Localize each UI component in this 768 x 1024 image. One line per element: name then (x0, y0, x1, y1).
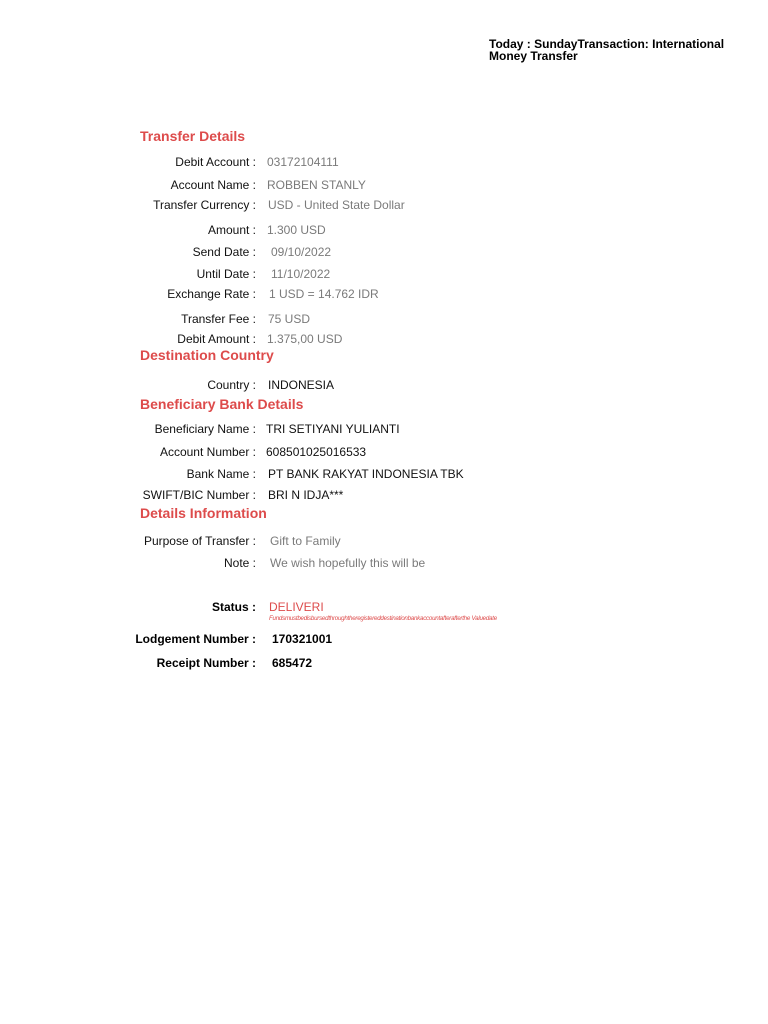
amount-value: 1.300 USD (267, 223, 326, 237)
transfer-fee-label: Transfer Fee : (181, 312, 256, 326)
receipt-number-label: Receipt Number : (156, 656, 256, 670)
header-line-1: Today : SundayTransaction: International (489, 37, 725, 51)
swift-label: SWIFT/BIC Number : (142, 488, 256, 502)
purpose-value: Gift to Family (270, 534, 341, 548)
account-name-label: Account Name : (170, 178, 256, 192)
amount-label: Amount : (207, 223, 256, 237)
bank-name-value: PT BANK RAKYAT INDONESIA TBK (268, 467, 464, 481)
lodgement-number-value: 170321001 (272, 632, 333, 646)
country-label: Country : (207, 378, 256, 392)
send-date-value: 09/10/2022 (271, 245, 332, 259)
beneficiary-name-label: Beneficiary Name : (154, 422, 256, 436)
transfer-fee-value: 75 USD (268, 312, 311, 326)
send-date-label: Send Date : (192, 245, 256, 259)
transfer-currency-label: Transfer Currency : (153, 198, 256, 212)
details-information-heading: Details Information (140, 505, 267, 521)
destination-country-heading: Destination Country (140, 347, 274, 363)
account-number-label: Account Number : (159, 445, 256, 459)
debit-amount-label: Debit Amount : (177, 332, 256, 346)
exchange-rate-value: 1 USD = 14.762 IDR (269, 287, 379, 301)
note-label: Note : (223, 556, 256, 570)
account-number-value: 608501025016533 (266, 445, 367, 459)
exchange-rate-label: Exchange Rate : (167, 287, 256, 301)
swift-value: BRI N IDJA*** (268, 488, 344, 502)
bank-name-label: Bank Name : (186, 467, 256, 481)
debit-amount-value: 1.375,00 USD (267, 332, 343, 346)
until-date-value: 11/10/2022 (271, 267, 331, 281)
account-name-value: ROBBEN STANLY (267, 178, 366, 192)
lodgement-number-label: Lodgement Number : (135, 632, 256, 646)
country-value: INDONESIA (268, 378, 335, 392)
transaction-header (489, 38, 749, 62)
until-date-label: Until Date : (196, 267, 256, 281)
receipt-number-value: 685472 (272, 656, 313, 670)
debit-account-value: 03172104111 (267, 155, 339, 169)
status-label: Status : (211, 600, 256, 614)
status-value: DELIVERI (269, 600, 324, 614)
note-value: We wish hopefully this will be (270, 556, 426, 570)
transfer-details-heading: Transfer Details (140, 128, 246, 144)
debit-account-label: Debit Account : (175, 155, 256, 169)
beneficiary-bank-heading: Beneficiary Bank Details (140, 396, 304, 412)
beneficiary-name-value: TRI SETIYANI YULIANTI (266, 422, 400, 436)
header-line-2: Money Transfer (489, 49, 578, 63)
purpose-label: Purpose of Transfer : (143, 534, 256, 548)
status-fine-print: Fundsmustbedisbursedthroughtheregistereddestinationbankaccountafterafterthe Valuedate (269, 615, 497, 622)
transfer-currency-value: USD - United State Dollar (268, 198, 405, 212)
